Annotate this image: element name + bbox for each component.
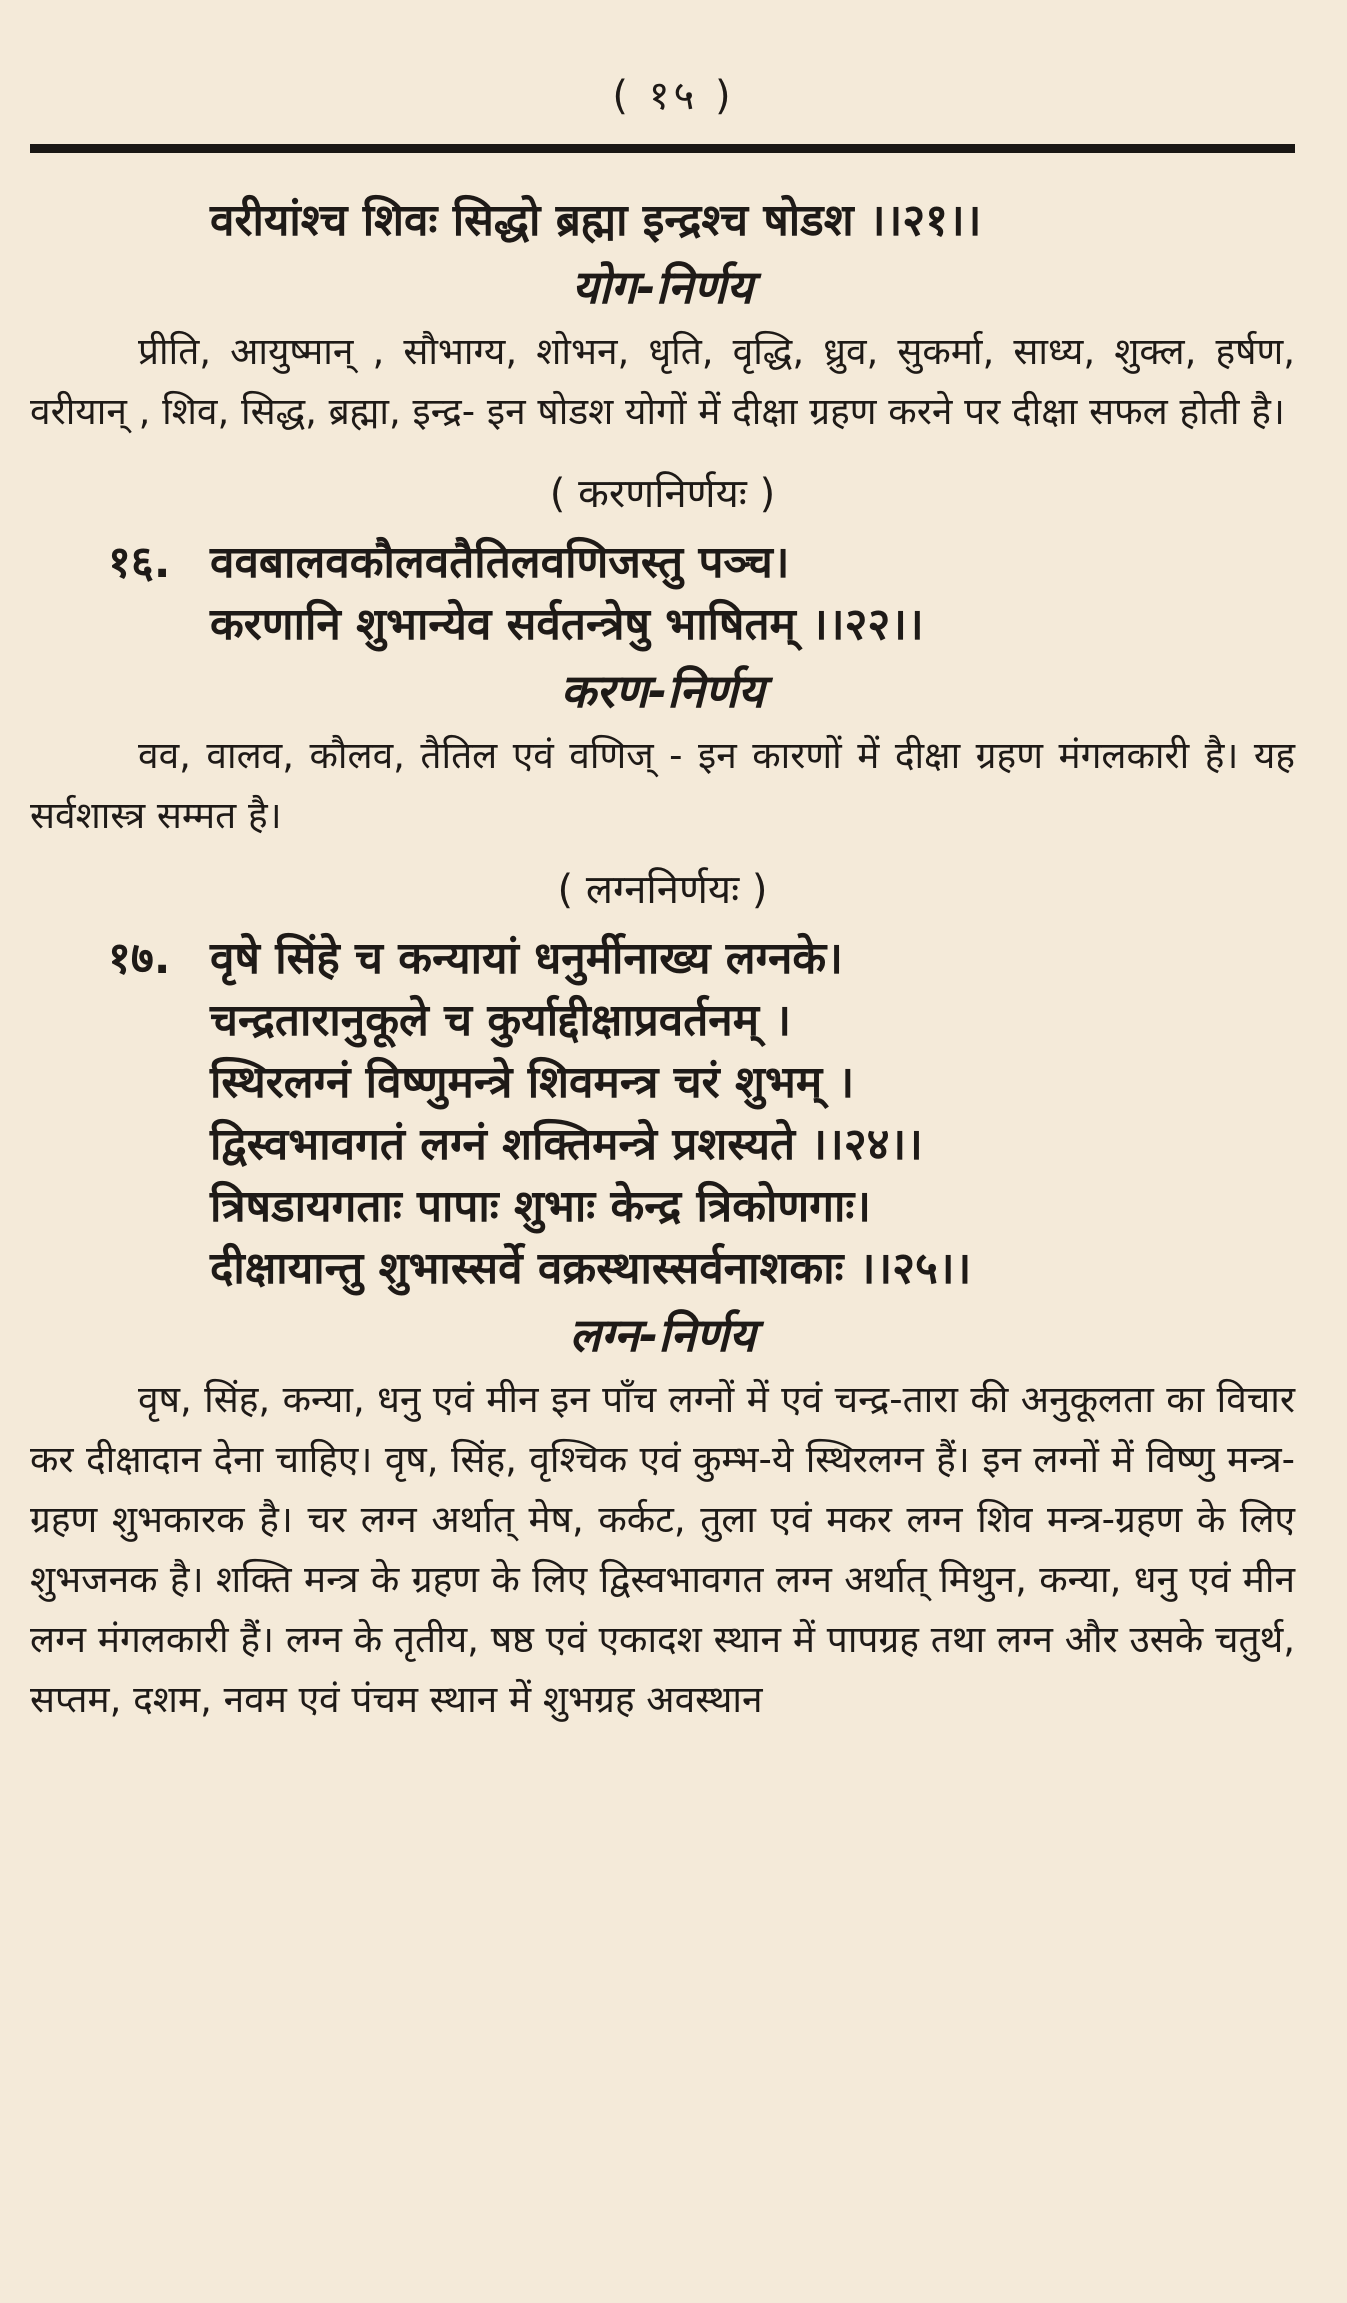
verse-21-line: वरीयांश्च शिवः सिद्धो ब्रह्मा इन्द्रश्च षोडश ।।२१।। <box>210 195 982 246</box>
verse-17-line-4: द्विस्वभावगतं लग्नं शक्तिमन्त्रे प्रशस्यते ।।२४।। <box>210 1119 923 1170</box>
verse-17-line-3: स्थिरलग्नं विष्णुमन्त्रे शिवमन्त्र चरं शुभम् । <box>210 1057 855 1108</box>
verse-16-line-2: करणानि शुभान्येव सर्वतन्त्रेषु भाषितम् ।।२२।। <box>210 599 924 650</box>
verse-17-line-1: वृषे सिंहे च कन्यायां धनुर्मीनाख्य लग्नके। <box>210 933 843 984</box>
verse-17-line-5: त्रिषडायगताः पापाः शुभाः केन्द्र त्रिकोणगाः। <box>210 1181 871 1232</box>
page-content <box>30 190 1295 1730</box>
verse-17-line-2: चन्द्रतारानुकूले च कुर्याद्दीक्षाप्रवर्तनम् । <box>210 995 792 1046</box>
verse-16-line-1: ववबालवकौलवतैतिलवणिजस्तु पञ्च। <box>210 537 790 588</box>
verse-17 <box>30 928 1295 1300</box>
verse-17-line-6: दीक्षायान्तु शुभास्सर्वे वक्रस्थास्सर्वनाशकाः ।।२५।। <box>210 1243 972 1294</box>
header-rule <box>30 144 1295 153</box>
yoga-paragraph: प्रीति, आयुष्मान् , सौभाग्य, शोभन, धृति, वृद्धि, ध्रुव, सुकर्मा, साध्य, शुक्ल, हर्षण, वरीयान् , शिव, सिद्ध, ब्रह्मा, इन्द्र- इन षोडश योगों में दीक्षा ग्रहण करने पर दीक्षा सफल होती है। <box>30 330 1295 433</box>
page-number: ( १५ ) <box>612 73 735 119</box>
yoga-heading: योग-निर्णय <box>572 260 753 314</box>
lagna-paragraph: वृष, सिंह, कन्या, धनु एवं मीन इन पाँच लग्नों में एवं चन्द्र-तारा की अनुकूलता का विचार कर दीक्षादान देना चाहिए। वृष, सिंह, वृश्चिक एवं कुम्भ-ये स्थिरलग्न हैं। इन लग्नों में विष्णु मन्त्र-ग्रहण शुभकारक है। चर लग्न अर्थात् मेष, कर्कट, तुला एवं मकर लग्न शिव मन्त्र-ग्रहण के लिए शुभजनक है। शक्ति मन्त्र के ग्रहण के लिए द्विस्वभावगत लग्न अर्थात् मिथुन, कन्या, धनु एवं मीन लग्न मंगलकारी हैं। लग्न के तृतीय, षष्ठ एवं एकादश स्थान में पापग्रह तथा लग्न और उसके चतुर्थ, सप्तम, दशम, नवम एवं पंचम स्थान में शुभग्रह अवस्थान <box>30 1378 1295 1721</box>
lagna-sub-heading: ( लग्ननिर्णयः ) <box>557 867 768 913</box>
verse-17-number: १७. <box>108 933 171 984</box>
verse-16 <box>30 532 1295 656</box>
lagna-heading: लग्न-निर्णय <box>569 1308 756 1362</box>
verse-16-number: १६. <box>108 537 171 588</box>
karana-heading: करण-निर्णय <box>560 664 765 718</box>
karana-sub-heading: ( करणनिर्णयः ) <box>549 471 776 517</box>
karana-paragraph: वव, वालव, कौलव, तैतिल एवं वणिज् - इन कारणों में दीक्षा ग्रहण मंगलकारी है। यह सर्वशास्त्र सम्मत है। <box>30 734 1295 837</box>
